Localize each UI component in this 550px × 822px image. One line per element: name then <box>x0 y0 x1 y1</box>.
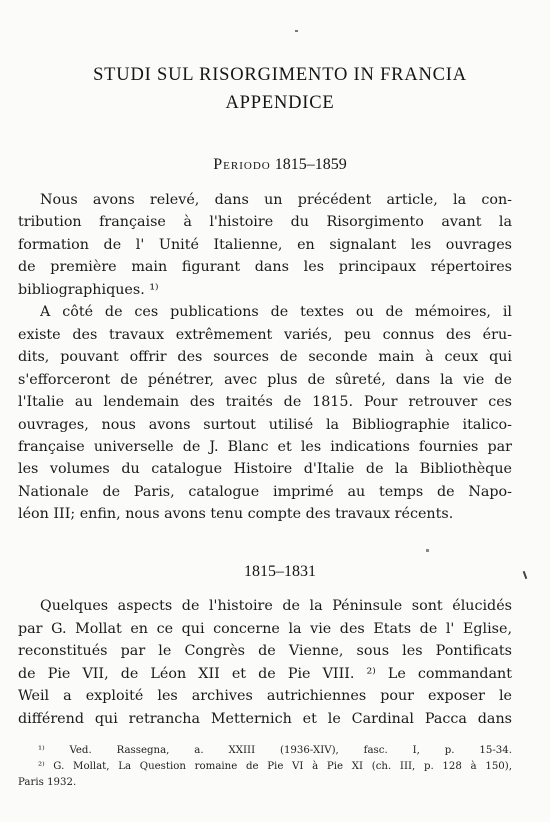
section2-line: de Pie VII, de Léon XII et de Pie VIII. ²⁾ Le commandant <box>18 665 512 682</box>
section1-line: ouvrages, nous avons surtout utilisé la Bibliographie italico- <box>18 416 512 433</box>
section2-line: Weil a exploité les archives autrichiennes pour exposer le <box>18 688 512 705</box>
ink-speck <box>295 30 298 32</box>
section1-line: A côté de ces publications de textes ou de mémoires, il <box>40 304 512 321</box>
section1-line: formation de l' Unité Italienne, en signalant les ouvrages <box>18 236 512 253</box>
section1-line: les volumes du catalogue Histoire d'Italie de la Bibliothèque <box>18 461 512 478</box>
section2-line: reconstitués par le Congrès de Vienne, sous les Pontificats <box>18 643 512 660</box>
section1-line: de première main figurant dans les principaux répertoires <box>18 259 512 276</box>
section1-line: s'efforceront de pénétrer, avec plus de sûreté, dans la vie de <box>18 371 512 388</box>
footnote-line: ²⁾ G. Mollat, La Question romaine de Pie VI à Pie XI (ch. III, p. 128 à 150), <box>38 761 512 772</box>
section1-line: l'Italie au lendemain des traités de 1815. Pour retrouver ces <box>18 394 512 411</box>
section2-line: différend qui retrancha Metternich et le Cardinal Pacca dans <box>18 711 512 727</box>
page-title-line-1: STUDI SUL RISORGIMENTO IN FRANCIA <box>93 65 467 85</box>
section1-line: Nous avons relevé, dans un précédent article, la con- <box>40 192 512 208</box>
section2-line: Quelques aspects de l'histoire de la Péninsule sont élucidés <box>40 598 512 614</box>
heading-years: 1815–1859 <box>274 156 347 173</box>
section1-line: léon III; enfin, nous avons tenu compte des travaux récents. <box>18 506 454 523</box>
section1-line: dits, pouvant offrir des sources de seconde main à ceux qui <box>18 349 512 366</box>
section-heading-periodo <box>40 156 520 174</box>
section1-line: française universelle de J. Blanc et les indications fournies par <box>18 438 512 455</box>
margin-mark <box>523 571 528 579</box>
section1-line: existe des travaux extrêmement variés, peu connus des éru- <box>18 326 512 343</box>
section1-line: bibliographiques. ¹⁾ <box>18 281 159 298</box>
section1-line: Nationale de Paris, catalogue imprimé au temps de Napo- <box>18 483 512 500</box>
section-heading-1815-1831: 1815–1831 <box>244 563 316 580</box>
page-title-line-2: APPENDICE <box>225 93 335 113</box>
heading-word: Periodo <box>213 156 271 173</box>
footnote-line: ¹⁾ Ved. Rassegna, a. XXIII (1936-XIV), fasc. I, p. 15-34. <box>38 745 512 756</box>
section2-line: par G. Mollat en ce qui concerne la vie des Etats de l' Eglise, <box>18 620 512 637</box>
section1-line: tribution française à l'histoire du Risorgimento avant la <box>18 214 512 231</box>
footnote-line: Paris 1932. <box>18 777 77 788</box>
ink-speck <box>426 549 429 552</box>
